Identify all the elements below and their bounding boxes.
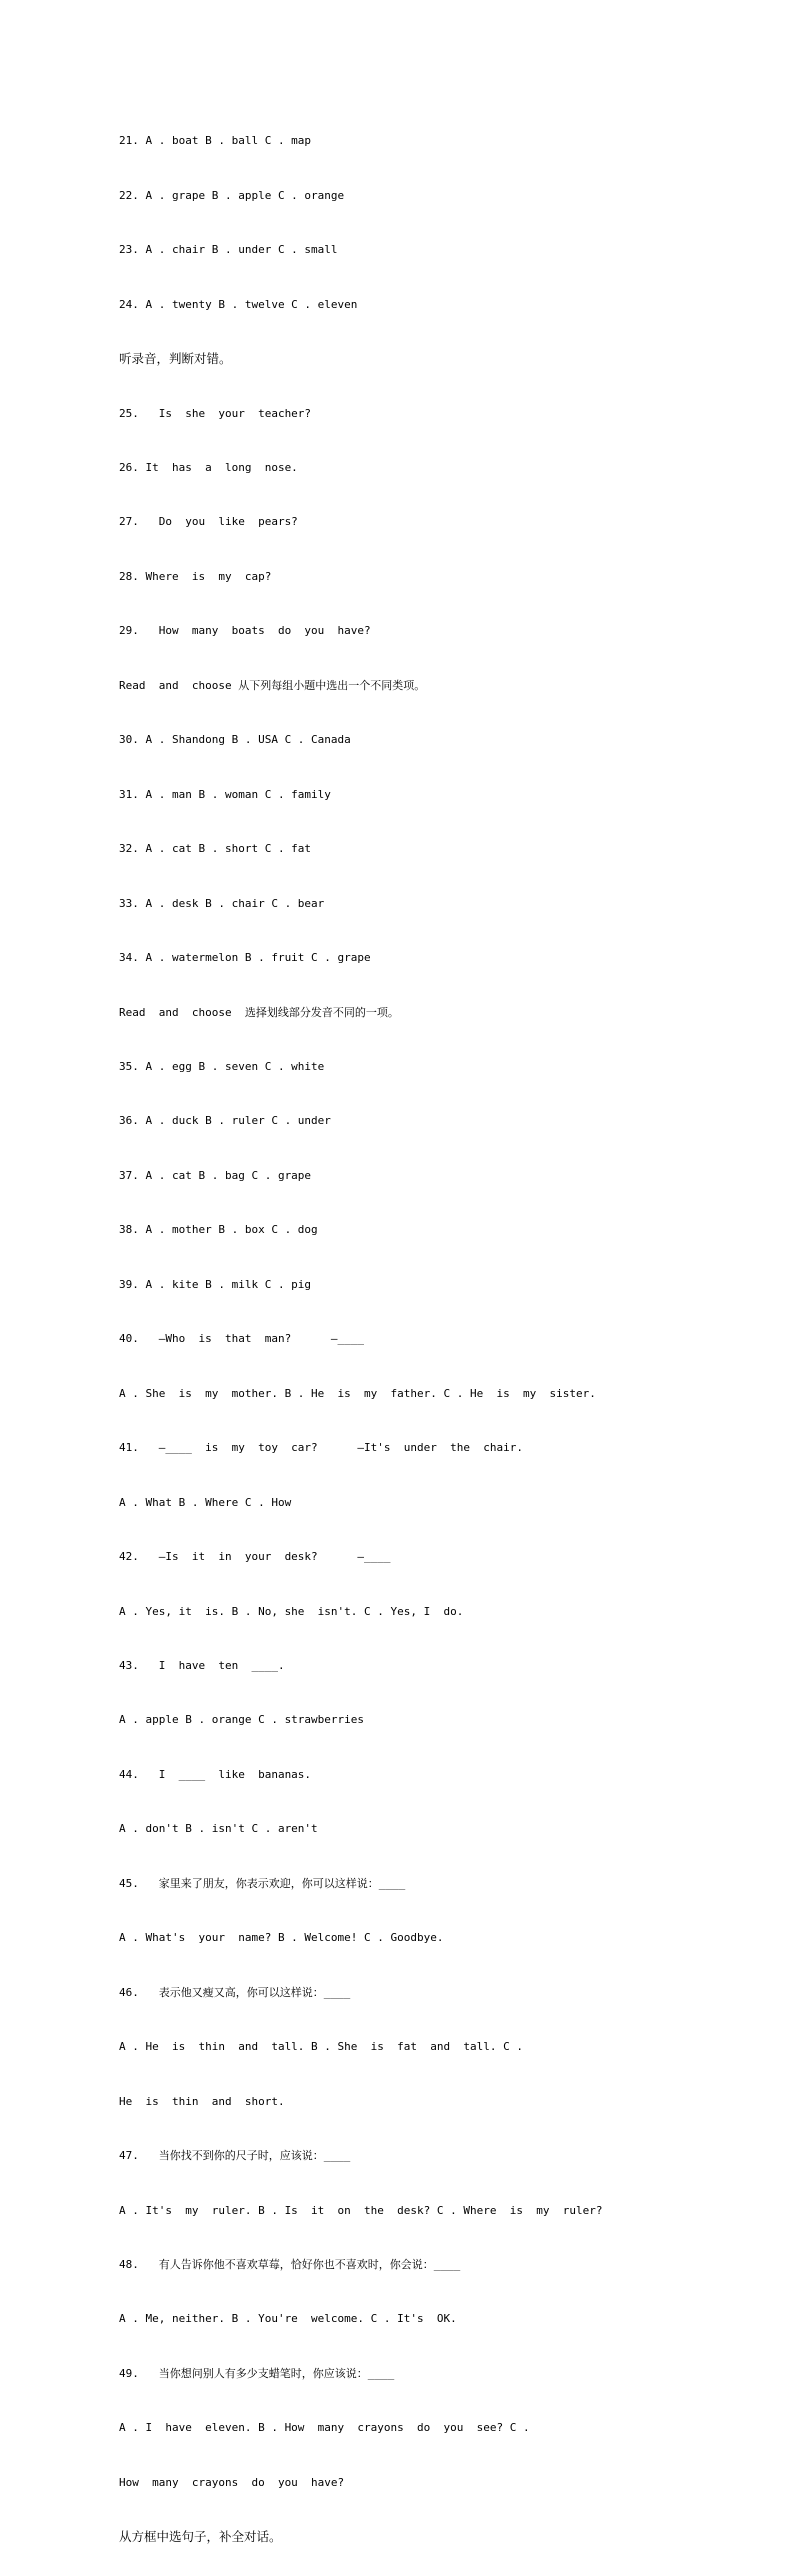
line-41-options: A . What B . Where C . How	[119, 1495, 292, 1509]
line-47: 47. 当你找不到你的尺子时，应该说：____	[119, 2149, 351, 2163]
line-41: 41. —____ is my toy car? —It's under the chair.	[119, 1441, 523, 1455]
line-46-options: A . He is thin and tall. B . She is fat and tall. C .	[119, 2040, 523, 2054]
section-heading-listen: 听录音，判断对错。	[119, 351, 232, 367]
line-32: 32. A . cat B . short C . fat	[119, 842, 312, 856]
line-35: 35. A . egg B . seven C . white	[119, 1060, 325, 1074]
line-27: 27. Do you like pears?	[119, 515, 298, 529]
line-22: 22. A . grape B . apple C . orange	[119, 188, 345, 202]
line-44: 44. I ____ like bananas.	[119, 1767, 312, 1781]
line-38: 38. A . mother B . box C . dog	[119, 1223, 318, 1237]
line-28: 28. Where is my cap?	[119, 569, 272, 583]
line-46: 46. 表示他又瘦又高，你可以这样说：____	[119, 1985, 351, 1999]
line-48: 48. 有人告诉你他不喜欢草莓，恰好你也不喜欢时，你会说：____	[119, 2257, 461, 2271]
line-42-options: A . Yes, it is. B . No, she isn't. C . Yes, I do.	[119, 1604, 464, 1618]
line-23: 23. A . chair B . under C . small	[119, 243, 338, 257]
line-36: 36. A . duck B . ruler C . under	[119, 1114, 331, 1128]
line-34: 34. A . watermelon B . fruit C . grape	[119, 951, 371, 965]
line-42: 42. —Is it in your desk? —____	[119, 1550, 391, 1564]
line-24: 24. A . twenty B . twelve C . eleven	[119, 297, 358, 311]
line-40: 40. —Who is that man? —____	[119, 1332, 365, 1346]
line-31: 31. A . man B . woman C . family	[119, 787, 331, 801]
line-48-options: A . Me, neither. B . You're welcome. C . It's OK.	[119, 2312, 457, 2326]
line-37: 37. A . cat B . bag C . grape	[119, 1168, 312, 1182]
line-45-options: A . What's your name? B . Welcome! C . Goodbye.	[119, 1931, 444, 1945]
line-49: 49. 当你想问别人有多少支蜡笔时，你应该说：____	[119, 2366, 395, 2380]
line-49-options: A . I have eleven. B . How many crayons do you see? C .	[119, 2421, 530, 2435]
line-40-options: A . She is my mother. B . He is my father. C . He is my sister.	[119, 1386, 596, 1400]
line-45: 45. 家里来了朋友，你表示欢迎，你可以这样说：____	[119, 1876, 406, 1890]
line-26: 26. It has a long nose.	[119, 461, 298, 475]
section-heading-pronunciation: Read and choose 选择划线部分发音不同的一项。	[119, 1005, 399, 1019]
worksheet-page	[119, 96, 679, 2565]
section-heading-odd-one-out: Read and choose 从下列每组小题中选出一个不同类项。	[119, 678, 426, 692]
line-49-options-cont: How many crayons do you have?	[119, 2475, 345, 2489]
line-29: 29. How many boats do you have?	[119, 624, 371, 638]
line-30: 30. A . Shandong B . USA C . Canada	[119, 733, 351, 747]
section-heading-dialogue: 从方框中选句子，补全对话。	[119, 2529, 282, 2545]
line-25: 25. Is she your teacher?	[119, 406, 312, 420]
line-33: 33. A . desk B . chair C . bear	[119, 896, 325, 910]
line-46-options-cont: He is thin and short.	[119, 2094, 285, 2108]
line-43: 43. I have ten ____.	[119, 1659, 285, 1672]
line-47-options: A . It's my ruler. B . Is it on the desk? C . Where is my ruler?	[119, 2203, 603, 2217]
line-44-options: A . don't B . isn't C . aren't	[119, 1822, 318, 1836]
line-43-options: A . apple B . orange C . strawberries	[119, 1713, 365, 1727]
line-21: 21. A . boat B . ball C . map	[119, 134, 312, 148]
line-39: 39. A . kite B . milk C . pig	[119, 1277, 312, 1291]
